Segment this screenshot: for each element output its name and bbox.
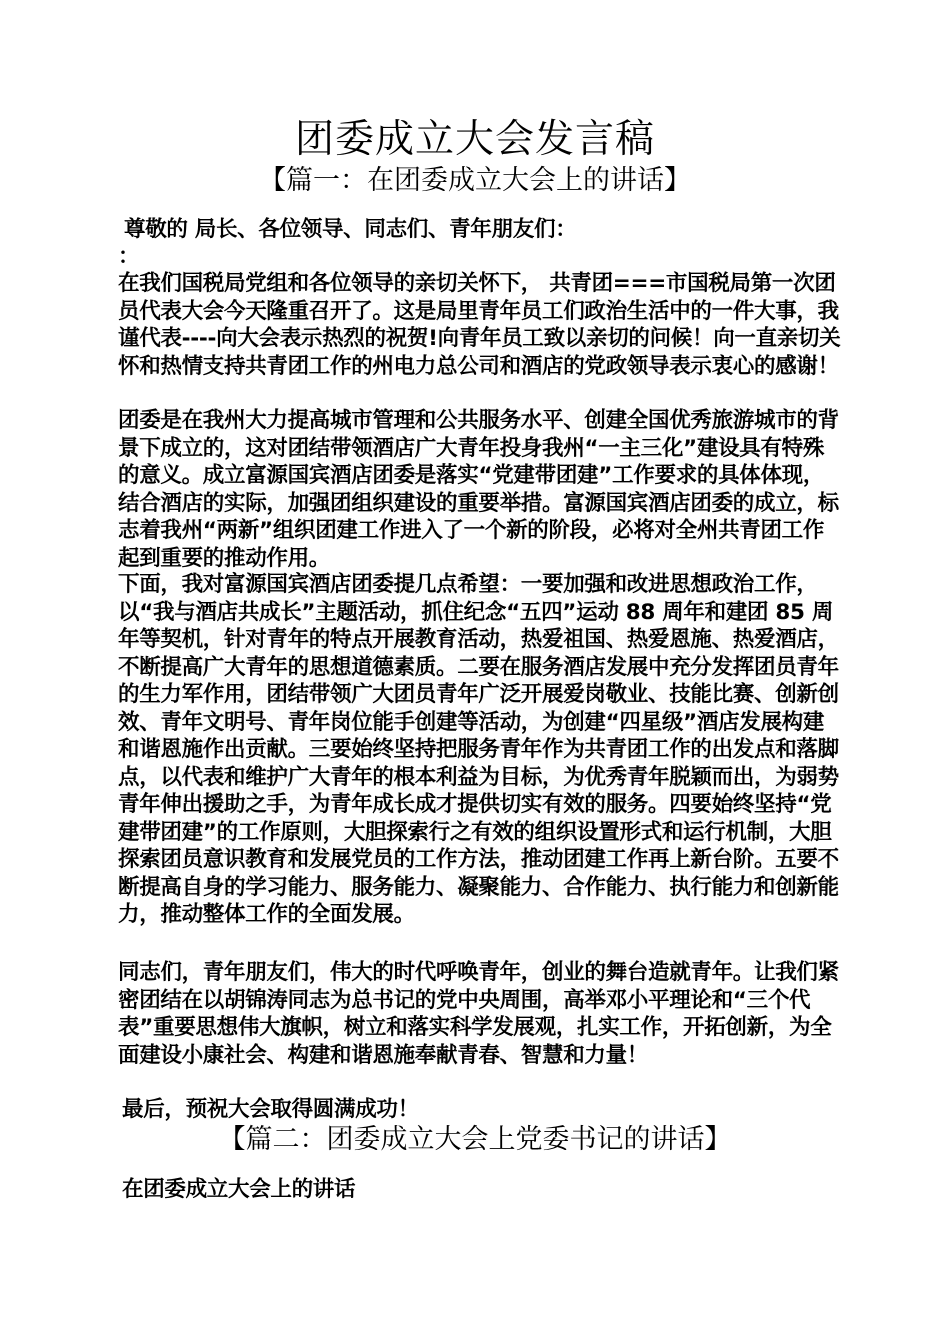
section-2-heading: 【篇二：团委成立大会上党委书记的讲话】 [218,1124,732,1155]
paragraph-2: 团委是在我州大力提高城市管理和公共服务水平、创建全国优秀旅游城市的背景下成立的，这对团结带领酒店广大青年投身我州“一主三化”建设具有特殊的意义。成立富源国宾酒店团委是落实“党建带团建”工作要求的具体体现，结合酒店的实际，加强团组织建设的重要举措。富源国宾酒店团委的成立，标志着我州“两新”组织团建工作进入了一个新的阶段，必将对全州共青团工作起到重要的推动作用。 [118,408,839,571]
closing-line: 最后，预祝大会取得圆满成功！ [122,1097,419,1122]
document-title: 团委成立大会发言稿 [294,117,655,162]
greeting-line: 尊敬的 局长、各位领导、同志们、青年朋友们： [124,217,577,242]
section-2-subtitle: 在团委成立大会上的讲话 [122,1177,356,1202]
paragraph-1: 在我们国税局党组和各位领导的亲切关怀下， 共青团===市国税局第一次团员代表大会今天隆重召开了。这是局里青年员工们政治生活中的一件大事，我谨代表----向大会表示热烈的祝贺!向青年员工致以亲切的问候！向一直亲切关怀和热情支持共青团工作的州电力总公司和酒店的党政领导表示衷心的感谢！ [118,271,841,379]
paragraph-4: 同志们，青年朋友们，伟大的时代呼唤青年，创业的舞台造就青年。让我们紧密团结在以胡锦涛同志为总书记的党中央周围，高举邓小平理论和“三个代表”重要思想伟大旗帜，树立和落实科学发展观，扎实工作，开拓创新，为全面建设小康社会、构建和谐恩施奉献青春、智慧和力量！ [118,960,839,1068]
paragraph-3: 下面，我对富源国宾酒店团委提几点希望：一要加强和改进思想政治工作，以“我与酒店共成长”主题活动，抓住纪念“五四”运动 88 周年和建团 85 周年等契机，针对青年的特点开展教育活动，热爱祖国、热爱恩施、热爱酒店，不断提高广大青年的思想道德素质。二要在服务酒店发展中充分发挥团员青年的生力军作用，团结带领广大团员青年广泛开展爱岗敬业、技能比赛、创新创效、青年文明号、青年岗位能手创建等活动，为创建“四星级”酒店发展构建和谐恩施作出贡献。三要始终坚持把服务青年作为共青团工作的出发点和落脚点，以代表和维护广大青年的根本利益为目标，为优秀青年脱颖而出，为弱势青年伸出援助之手，为青年成长成才提供切实有效的服务。四要始终坚持“党建带团建”的工作原则，大胆探索行之有效的组织设置形式和运行机制，大胆探索团员意识教育和发展党员的工作方法，推动团建工作再上新台阶。五要不断提高自身的学习能力、服务能力、凝聚能力、合作能力、执行能力和创新能力，推动整体工作的全面发展。 [118,572,839,927]
colon-line: ： [118,244,140,269]
section-1-heading: 【篇一：在团委成立大会上的讲话】 [259,165,691,196]
